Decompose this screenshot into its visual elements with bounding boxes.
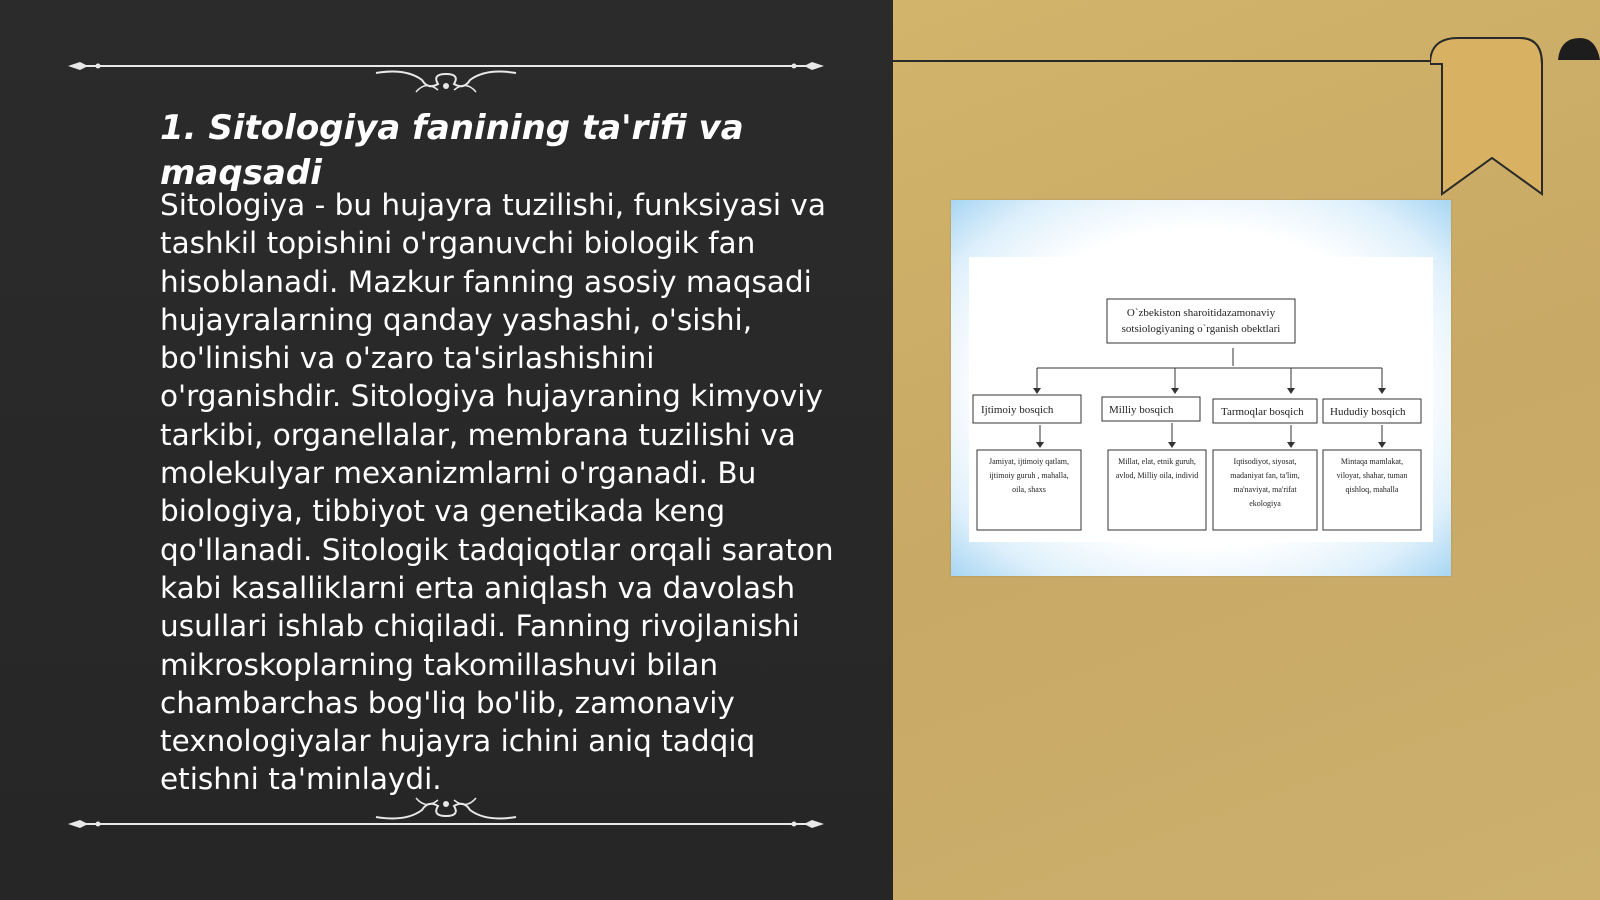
diagram-level-box <box>1213 399 1317 423</box>
diagram-detail-line: Millat, elat, etnik guruh, <box>1118 457 1196 466</box>
diagram-detail-box <box>1213 450 1317 530</box>
diagram-root-line-2: sotsiologiyaning o`rganish obektlari <box>1121 323 1281 335</box>
diagram-level-box <box>1323 399 1421 423</box>
diagram-detail-line: qishloq, mahalla <box>1345 485 1399 494</box>
slide-body-text: Sitologiya - bu hujayra tuzilishi, funksiyasi va tashkil topishini o'rganuvchi biologik fan hisoblanadi. Mazkur fanning asosiy maqsadi hujayralarning qanday yashashi, o'sishi, bo'linishi va o'zaro ta'sirlashishini o'rganishdir. Sitologiya hujayraning kimyoviy tarkibi, organellalar, membrana tuzilishi va molekulyar mexanizmlarni o'rganadi. Bu biologiya, tibbiyot va genetikada keng qo'llanadi. Sitologik tadqiqotlar orqali saraton kabi kasalliklarni erta aniqlash va davolash usullari ishlab chiqiladi. Fanning rivojlanishi mikroskoplarning takomillashuvi bilan chambarchas bog'liq bo'lib, zamonaviy texnologiyalar hujayra ichini aniq tadqiq etishni ta'minlaydi. <box>160 188 834 797</box>
diagram-detail-line: ekologiya <box>1249 499 1281 508</box>
diagram-detail-box <box>977 450 1081 530</box>
diagram-detail-line: oila, shaxs <box>1012 485 1046 494</box>
diagram-level-label: Ijtimoiy bosqich <box>981 404 1054 416</box>
diagram-image <box>951 200 1451 576</box>
diagram-detail-line: Jamiyat, ijtimoiy qatlam, <box>989 457 1069 466</box>
diagram-detail-line: ijtimoiy guruh , mahalla, <box>989 471 1069 480</box>
diagram-detail-box <box>1108 450 1206 530</box>
diagram-level-label: Hududiy bosqich <box>1330 406 1406 418</box>
diagram-level-label: Milliy bosqich <box>1109 404 1174 416</box>
diagram-root-line-1: O`zbekiston sharoitidazamonaviy <box>1126 307 1276 319</box>
diagram-level-label: Tarmoqlar bosqich <box>1221 406 1304 418</box>
diagram-detail-line: madaniyat fan, ta'lim, <box>1230 471 1300 480</box>
diagram-detail-line: viloyat, shahar, tuman <box>1336 471 1408 480</box>
top-divider-line <box>893 60 1438 62</box>
diagram-level-box <box>973 395 1081 423</box>
diagram-detail-line: avlod, Milliy oila, individ <box>1115 471 1199 480</box>
diagram-detail-line: Iqtisodiyot, siyosat, <box>1233 457 1297 466</box>
bookmark-ribbon-icon <box>1430 34 1600 204</box>
diagram-detail-line: Mintaqa mamlakat, <box>1340 457 1404 466</box>
diagram-detail-line: ma'naviyat, ma'rifat <box>1233 485 1297 494</box>
diagram-detail-box <box>1323 450 1421 530</box>
diagram-level-box <box>1102 397 1200 421</box>
top-ornament-divider <box>66 40 826 100</box>
diagram-root-box <box>1107 299 1295 343</box>
slide-title: 1. Sitologiya fanining ta'rifi va maqsadi <box>160 108 744 193</box>
